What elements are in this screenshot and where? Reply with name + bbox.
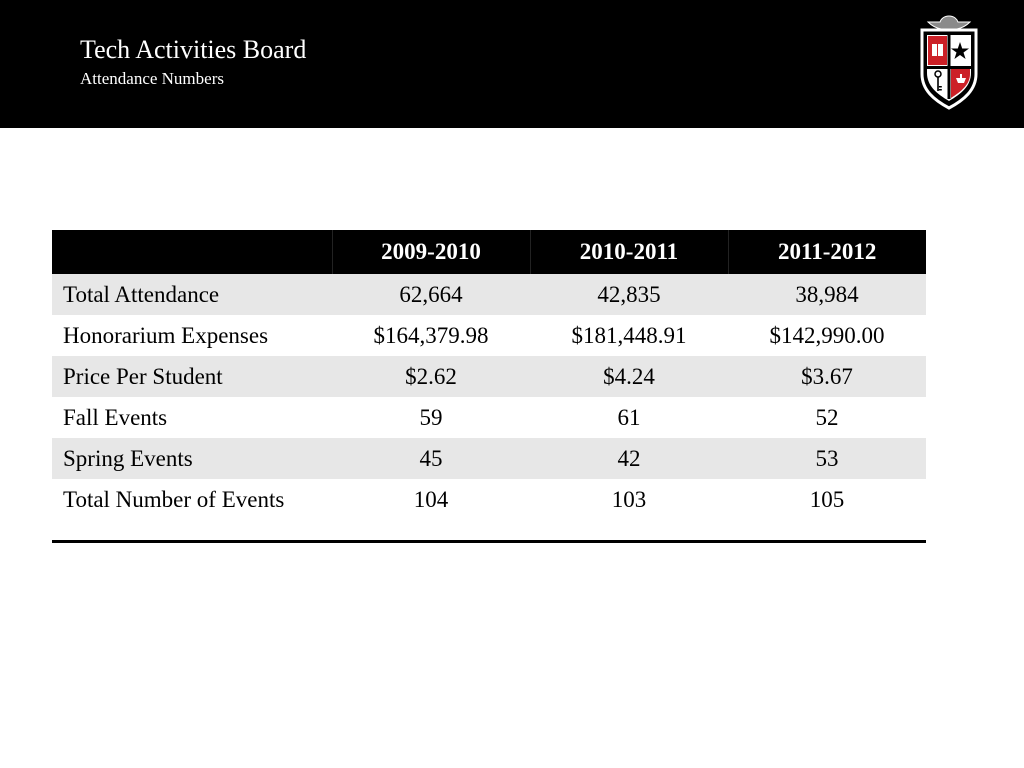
table-cell: 38,984 (795, 281, 859, 307)
university-crest-icon (914, 12, 984, 112)
table-bottom-rule (52, 540, 926, 543)
row-label-total-attendance: Total Attendance (63, 281, 220, 307)
column-header-2011-2012: 2011-2012 (728, 230, 926, 274)
table-row (52, 479, 926, 520)
table-cell: 61 (617, 404, 641, 430)
table-cell: 59 (419, 404, 443, 430)
row-label-fall-events: Fall Events (63, 404, 168, 430)
row-label-spring-events: Spring Events (63, 445, 193, 471)
table-cell: 52 (815, 404, 839, 430)
table-cell: 45 (419, 445, 443, 471)
table-cell: $2.62 (405, 363, 457, 389)
table-cell: $3.67 (801, 363, 853, 389)
table-cell: 53 (815, 445, 839, 471)
table-cell: 42,835 (597, 281, 661, 307)
table-cell: 103 (611, 486, 647, 512)
column-header-2009-2010: 2009-2010 (332, 230, 530, 274)
table-row (52, 397, 926, 438)
table-row (52, 315, 926, 356)
table-row (52, 438, 926, 479)
table-cell: 42 (617, 445, 641, 471)
row-label-price-per-student: Price Per Student (63, 363, 223, 389)
header-band (0, 0, 1024, 128)
table-header-row (52, 230, 926, 274)
row-label-total-number-of-events: Total Number of Events (63, 486, 285, 512)
table-row (52, 274, 926, 315)
slide-title: Tech Activities Board (80, 35, 307, 64)
attendance-table-container (52, 230, 926, 543)
table-cell: $164,379.98 (373, 322, 489, 348)
table-cell: 105 (809, 486, 845, 512)
table-cell: $4.24 (603, 363, 655, 389)
attendance-table (52, 230, 926, 520)
table-cell: 62,664 (399, 281, 463, 307)
slide-subtitle: Attendance Numbers (80, 69, 224, 88)
column-header-2010-2011: 2010-2011 (530, 230, 728, 274)
table-cell: $142,990.00 (769, 322, 885, 348)
table-cell: $181,448.91 (571, 322, 687, 348)
table-cell: 104 (413, 486, 449, 512)
column-header-corner (52, 230, 332, 274)
table-row (52, 356, 926, 397)
row-label-honorarium-expenses: Honorarium Expenses (63, 322, 269, 348)
